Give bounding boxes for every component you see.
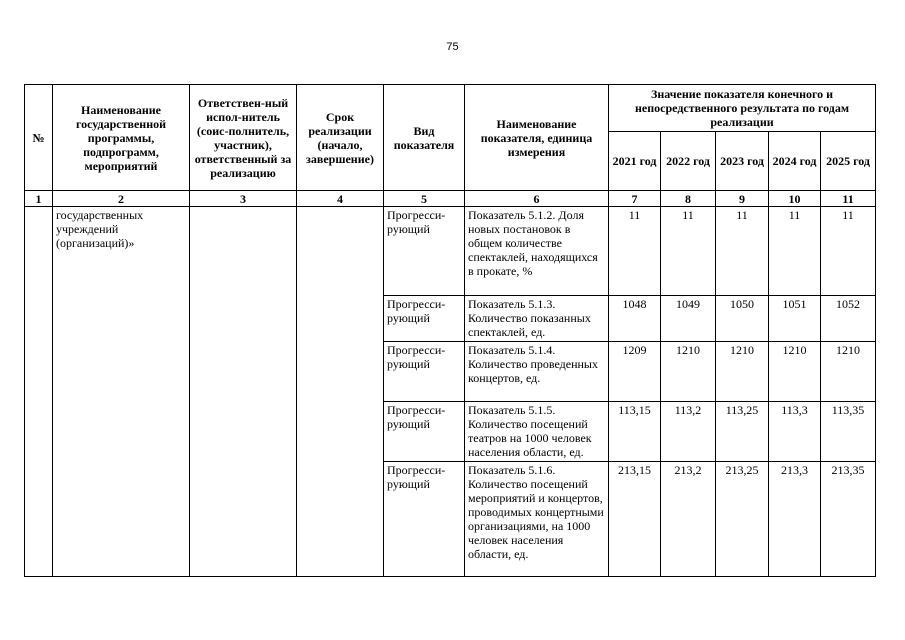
column-number: 1 bbox=[25, 191, 53, 207]
header-year: 2023 год bbox=[716, 132, 769, 191]
row-number-cell bbox=[25, 207, 53, 577]
header-year: 2021 год bbox=[609, 132, 661, 191]
column-number: 9 bbox=[716, 191, 769, 207]
indicator-type-cell: Прогресси-рующий bbox=[384, 462, 465, 577]
column-number: 7 bbox=[609, 191, 661, 207]
value-cell: 1048 bbox=[609, 296, 661, 342]
value-cell: 11 bbox=[661, 207, 716, 296]
indicator-type-cell: Прогресси-рующий bbox=[384, 296, 465, 342]
value-cell: 1209 bbox=[609, 342, 661, 402]
indicator-name-cell: Показатель 5.1.4. Количество проведенных концертов, ед. bbox=[465, 342, 609, 402]
column-number: 4 bbox=[297, 191, 384, 207]
header-indicator-name: Наименование показателя, единица измерения bbox=[465, 85, 609, 191]
value-cell: 11 bbox=[609, 207, 661, 296]
value-cell: 213,35 bbox=[821, 462, 876, 577]
value-cell: 213,2 bbox=[661, 462, 716, 577]
value-cell: 113,35 bbox=[821, 402, 876, 462]
header-number: № bbox=[25, 85, 53, 191]
header-year: 2025 год bbox=[821, 132, 876, 191]
header-year: 2024 год bbox=[769, 132, 821, 191]
value-cell: 1210 bbox=[821, 342, 876, 402]
value-cell: 213,15 bbox=[609, 462, 661, 577]
value-cell: 1051 bbox=[769, 296, 821, 342]
indicator-name-cell: Показатель 5.1.6. Количество посещений мероприятий и концертов, проводимых концертными организациями, на 1000 человек населения области, ед. bbox=[465, 462, 609, 577]
header-program-name: Наименование государственной программы, подпрограмм, мероприятий bbox=[53, 85, 190, 191]
indicator-name-cell: Показатель 5.1.2. Доля новых постановок в общем количестве спектаклей, находящихся в прокате, % bbox=[465, 207, 609, 296]
column-number: 11 bbox=[821, 191, 876, 207]
page-number: 75 bbox=[446, 41, 459, 53]
header-executor: Ответствен-ный испол-нитель (соис-полнитель, участник), ответственный за реализацию bbox=[190, 85, 297, 191]
column-number: 10 bbox=[769, 191, 821, 207]
header-values-group: Значение показателя конечного и непосредственного результата по годам реализации bbox=[609, 85, 876, 132]
value-cell: 113,15 bbox=[609, 402, 661, 462]
value-cell: 1210 bbox=[769, 342, 821, 402]
header-period: Срок реализации (начало, завершение) bbox=[297, 85, 384, 191]
value-cell: 11 bbox=[716, 207, 769, 296]
value-cell: 1050 bbox=[716, 296, 769, 342]
indicator-name-cell: Показатель 5.1.3. Количество показанных спектаклей, ед. bbox=[465, 296, 609, 342]
program-name-cell: государственных учреждений (организаций)» bbox=[53, 207, 190, 577]
value-cell: 11 bbox=[769, 207, 821, 296]
executor-cell bbox=[190, 207, 297, 577]
value-cell: 213,25 bbox=[716, 462, 769, 577]
value-cell: 113,3 bbox=[769, 402, 821, 462]
value-cell: 113,25 bbox=[716, 402, 769, 462]
column-number: 5 bbox=[384, 191, 465, 207]
indicator-type-cell: Прогресси-рующий bbox=[384, 342, 465, 402]
value-cell: 1210 bbox=[716, 342, 769, 402]
value-cell: 113,2 bbox=[661, 402, 716, 462]
column-numbers-row bbox=[25, 191, 876, 207]
value-cell: 1210 bbox=[661, 342, 716, 402]
header-row bbox=[25, 85, 876, 132]
indicator-type-cell: Прогресси-рующий bbox=[384, 402, 465, 462]
value-cell: 11 bbox=[821, 207, 876, 296]
period-cell bbox=[297, 207, 384, 577]
value-cell: 1052 bbox=[821, 296, 876, 342]
indicator-type-cell: Прогресси-рующий bbox=[384, 207, 465, 296]
indicator-name-cell: Показатель 5.1.5. Количество посещений театров на 1000 человек населения области, ед. bbox=[465, 402, 609, 462]
column-number: 8 bbox=[661, 191, 716, 207]
value-cell: 1049 bbox=[661, 296, 716, 342]
value-cell: 213,3 bbox=[769, 462, 821, 577]
column-number: 3 bbox=[190, 191, 297, 207]
indicator-table bbox=[24, 84, 876, 577]
column-number: 6 bbox=[465, 191, 609, 207]
header-indicator-type: Вид показателя bbox=[384, 85, 465, 191]
header-year: 2022 год bbox=[661, 132, 716, 191]
table-row bbox=[25, 207, 876, 296]
column-number: 2 bbox=[53, 191, 190, 207]
